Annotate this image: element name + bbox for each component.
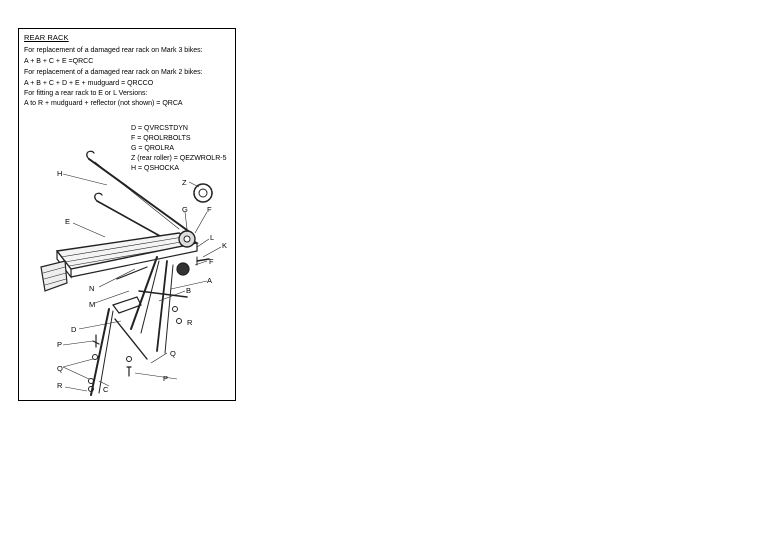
label-F-upper: F xyxy=(207,205,212,214)
label-N: N xyxy=(89,284,95,293)
label-Q-right: Q xyxy=(170,349,176,358)
label-A: A xyxy=(207,276,213,285)
instruction-line: For fitting a rear rack to E or L Versions: xyxy=(24,90,148,97)
label-H: H xyxy=(57,169,63,178)
instruction-line: For replacement of a damaged rear rack on Mark 2 bikes: xyxy=(24,69,203,76)
label-C: C xyxy=(103,385,109,394)
label-M: M xyxy=(89,300,96,309)
part-code: G = QROLRA xyxy=(131,145,174,152)
label-F-lower: F xyxy=(209,257,214,266)
panel-title: REAR RACK xyxy=(24,33,69,42)
label-B: B xyxy=(186,286,192,295)
part-code: H = QSHOCKA xyxy=(131,165,180,172)
part-code: D = QVRCSTDYN xyxy=(131,125,188,132)
label-R-upper: R xyxy=(187,318,193,327)
part-code: Z (rear roller) = QEZWROLR-5 xyxy=(131,155,227,162)
label-R-lower: R xyxy=(57,381,63,390)
part-code: F = QROLRBOLTS xyxy=(131,135,191,142)
label-K: K xyxy=(222,241,228,250)
instruction-line: For replacement of a damaged rear rack on Mark 3 bikes: xyxy=(24,47,203,54)
label-G: G xyxy=(182,205,188,214)
label-E: E xyxy=(65,217,71,226)
label-Z: Z xyxy=(182,178,187,187)
rear-rack-exploded-diagram xyxy=(19,29,235,400)
label-L: L xyxy=(210,233,215,242)
instruction-line: A + B + C + E =QRCC xyxy=(24,58,94,65)
rear-rack-panel xyxy=(18,28,236,401)
label-Q-left: Q xyxy=(57,364,63,373)
label-P-left: P xyxy=(57,340,63,349)
instruction-line: A to R + mudguard + reflector (not shown) = QRCA xyxy=(24,100,183,107)
instruction-line: A + B + C + D + E + mudguard = QRCCO xyxy=(24,80,154,87)
label-D: D xyxy=(71,325,77,334)
label-P-right: P xyxy=(163,374,169,383)
